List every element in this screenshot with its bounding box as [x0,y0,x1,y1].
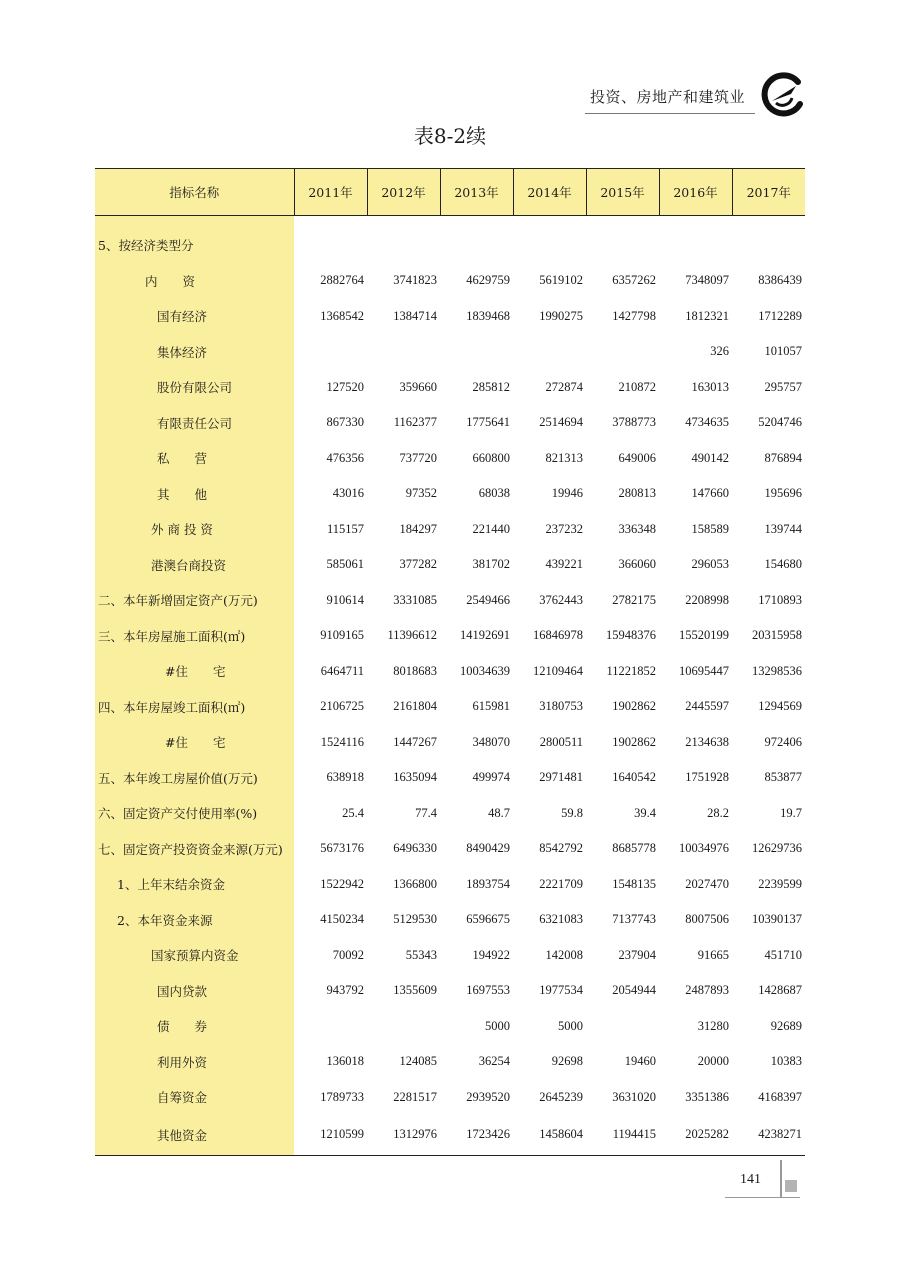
table-cell: 377282 [399,557,437,572]
table-cell: 15520199 [679,628,729,643]
table-cell: 943792 [326,983,364,998]
table-cell: 2208998 [685,592,729,607]
table-title: 表8-2续 [413,124,487,148]
table-cell: 2281517 [393,1089,437,1104]
row-label: 港澳台商投资 [95,547,294,583]
row-label: 七、固定资产投资资金来源(万元) [95,831,294,867]
table-cell: 12109464 [533,663,583,678]
table-row [95,334,805,370]
row-label: 外 商 投 资 [95,512,294,548]
table-row [95,1115,805,1155]
table-cell: 1977534 [539,983,583,998]
table-cell: 14192691 [460,628,510,643]
table-cell: 2549466 [466,592,510,607]
table-row [95,867,805,903]
table-cell: 876894 [764,450,802,465]
table-cell: 1194415 [586,1115,659,1155]
table-cell: 5000 [558,1018,583,1033]
column-header-year: 2011年 [294,169,367,216]
table-cell [732,228,805,264]
data-table-container [95,168,805,1156]
table-cell: 2054944 [612,983,656,998]
table-cell: 2239599 [758,876,802,891]
page-corner-marker [785,1180,797,1192]
row-label: 利用外资 [95,1044,294,1080]
table-cell: 972406 [764,734,802,749]
table-cell: 194922 [472,947,510,962]
row-label: 1、上年末结余资金 [95,867,294,903]
table-cell: 1162377 [393,415,437,430]
table-cell: 10034639 [460,663,510,678]
table-row [95,1080,805,1116]
table-row [95,370,805,406]
table-cell: 8386439 [758,273,802,288]
table-cell: 2645239 [539,1089,583,1104]
table-cell: 1697553 [466,983,510,998]
table-cell: 142008 [545,947,583,962]
table-cell: 4150234 [320,912,364,927]
table-cell: 2800511 [539,734,583,749]
table-cell: 1447267 [393,734,437,749]
table-cell [513,228,586,264]
table-header-row [95,169,805,216]
table-cell: 91665 [697,947,729,962]
table-cell: 2445597 [685,699,729,714]
table-cell: 10034976 [679,841,729,856]
table-row [95,547,805,583]
table-cell: 585061 [326,557,364,572]
table-row [95,263,805,299]
table-cell: 1635094 [393,770,437,785]
page-number-baseline [725,1197,800,1198]
table-cell: 68038 [478,486,510,501]
table-cell: 11396612 [387,628,437,643]
table-cell: 10695447 [679,663,729,678]
table-cell: 16846978 [533,628,583,643]
table-cell: 348070 [472,734,510,749]
row-label: #住 宅 [95,654,294,690]
table-cell: 1458604 [513,1115,586,1155]
table-cell: 25.4 [342,805,364,820]
table-cell: 910614 [326,592,364,607]
table-cell: 124085 [399,1054,437,1069]
row-label: 私 营 [95,441,294,477]
table-cell: 210872 [618,379,656,394]
row-label: 其 他 [95,476,294,512]
table-row [95,512,805,548]
table-cell: 4734635 [685,415,729,430]
table-cell: 13298536 [752,663,802,678]
table-cell: 1368542 [320,308,364,323]
row-label: 内 资 [95,263,294,299]
table-cell [586,334,659,370]
table-cell: 3351386 [685,1089,729,1104]
table-row [95,299,805,335]
table-cell: 1312976 [367,1115,440,1155]
table-row [95,583,805,619]
row-label: #住 宅 [95,725,294,761]
table-cell: 7348097 [685,273,729,288]
table-cell: 1210599 [294,1115,367,1155]
table-cell: 296053 [691,557,729,572]
table-cell: 1294569 [758,699,802,714]
row-label: 自筹资金 [95,1080,294,1116]
table-cell: 48.7 [488,805,510,820]
table-row [95,760,805,796]
table-cell: 2782175 [612,592,656,607]
table-cell: 366060 [618,557,656,572]
table-cell [659,228,732,264]
table-cell: 7137743 [612,912,656,927]
table-cell: 1712289 [758,308,802,323]
table-cell: 5000 [485,1018,510,1033]
table-cell: 6321083 [539,912,583,927]
table-cell: 737720 [399,450,437,465]
table-cell [294,228,367,264]
column-header-year: 2016年 [659,169,732,216]
table-cell: 1710893 [758,592,802,607]
table-cell: 2939520 [466,1089,510,1104]
row-label: 三、本年房屋施工面积(㎡) [95,618,294,654]
table-cell: 2134638 [685,734,729,749]
table-cell [367,1009,440,1045]
table-cell: 237904 [618,947,656,962]
table-cell: 439221 [545,557,583,572]
column-header-name: 指标名称 [95,169,294,216]
table-row [95,796,805,832]
row-label: 国家预算内资金 [95,938,294,974]
table-cell: 1427798 [612,308,656,323]
table-cell: 1524116 [320,734,364,749]
table-cell: 8542792 [539,841,583,856]
table-cell: 20000 [697,1054,729,1069]
row-label: 六、固定资产交付使用率(%) [95,796,294,832]
table-row [95,441,805,477]
table-cell: 1723426 [440,1115,513,1155]
table-cell: 490142 [691,450,729,465]
table-cell: 660800 [472,450,510,465]
table-cell: 1812321 [685,308,729,323]
header-rule [585,113,755,114]
section-title: 投资、房地产和建筑业 [590,88,746,106]
table-cell: 237232 [545,521,583,536]
page-number: 141 [740,1172,761,1187]
table-cell: 20315958 [752,628,802,643]
table-cell: 8007506 [685,912,729,927]
row-label: 其他资金 [95,1115,294,1155]
table-cell: 158589 [691,521,729,536]
column-header-year: 2015年 [586,169,659,216]
page-number-rule [780,1160,782,1198]
table-cell: 19460 [624,1054,656,1069]
table-cell: 476356 [326,450,364,465]
table-cell: 36254 [478,1054,510,1069]
table-cell: 853877 [764,770,802,785]
table-cell: 9109165 [320,628,364,643]
table-cell: 3741823 [393,273,437,288]
column-header-year: 2014年 [513,169,586,216]
table-cell: 638918 [326,770,364,785]
table-cell: 127520 [326,379,364,394]
table-cell: 280813 [618,486,656,501]
row-label: 二、本年新增固定资产(万元) [95,583,294,619]
table-cell: 10390137 [752,912,802,927]
table-cell: 92689 [770,1018,802,1033]
table-cell [440,228,513,264]
row-label: 5、按经济类型分 [95,228,294,264]
table-cell: 1355609 [393,983,437,998]
table-cell: 221440 [472,521,510,536]
table-row [95,902,805,938]
table-cell: 2971481 [539,770,583,785]
column-header-year: 2017年 [732,169,805,216]
table-cell: 5673176 [320,841,364,856]
table-cell: 867330 [326,415,364,430]
table-cell: 499974 [472,770,510,785]
table-cell: 1789733 [320,1089,364,1104]
row-label: 四、本年房屋竣工面积(㎡) [95,689,294,725]
table-cell: 3788773 [612,415,656,430]
table-cell: 184297 [399,521,437,536]
row-label: 有限责任公司 [95,405,294,441]
table-cell: 1522942 [320,876,364,891]
table-cell: 1990275 [539,308,583,323]
table-cell: 451710 [764,947,802,962]
row-label: 集体经济 [95,334,294,370]
table-cell: 821313 [545,450,583,465]
table-row [95,725,805,761]
table-cell: 2487893 [685,983,729,998]
table-cell: 154680 [764,557,802,572]
table-cell: 1902862 [612,699,656,714]
table-row [95,654,805,690]
table-cell: 2025282 [659,1115,732,1155]
table-cell: 6464711 [320,663,364,678]
table-cell: 115157 [326,521,364,536]
table-cell: 6357262 [612,273,656,288]
table-cell: 359660 [399,379,437,394]
table-cell: 615981 [472,699,510,714]
table-cell: 2514694 [539,415,583,430]
column-header-year: 2012年 [367,169,440,216]
table-cell: 5129530 [393,912,437,927]
table-cell: 8490429 [466,841,510,856]
table-cell: 4238271 [732,1115,805,1155]
table-cell: 295757 [764,379,802,394]
table-cell: 11221852 [606,663,656,678]
table-cell: 19946 [551,486,583,501]
table-cell: 1428687 [758,983,802,998]
table-cell: 59.8 [561,805,583,820]
table-row [95,1009,805,1045]
table-cell: 2106725 [320,699,364,714]
table-cell: 39.4 [634,805,656,820]
table-cell: 5204746 [758,415,802,430]
table-cell: 3331085 [393,592,437,607]
table-cell [586,1009,659,1045]
table-cell: 31280 [697,1018,729,1033]
table-cell: 6496330 [393,841,437,856]
table-cell: 4168397 [758,1089,802,1104]
stats-logo-icon [758,72,804,118]
row-label: 股份有限公司 [95,370,294,406]
column-header-year: 2013年 [440,169,513,216]
table-row [95,689,805,725]
table-cell: 92698 [551,1054,583,1069]
row-label: 国内贷款 [95,973,294,1009]
table-cell [440,334,513,370]
table-cell: 3762443 [539,592,583,607]
table-cell: 28.2 [707,805,729,820]
table-cell: 1548135 [612,876,656,891]
table-cell [367,334,440,370]
table-row [95,938,805,974]
row-label: 五、本年竣工房屋价值(万元) [95,760,294,796]
table-cell: 649006 [618,450,656,465]
table-cell: 101057 [764,344,802,359]
table-cell: 2161804 [393,699,437,714]
row-label: 国有经济 [95,299,294,335]
table-cell: 8685778 [612,841,656,856]
table-cell: 5619102 [539,273,583,288]
table-cell: 77.4 [415,805,437,820]
table-cell: 1640542 [612,770,656,785]
table-row [95,228,805,264]
table-cell: 2221709 [539,876,583,891]
table-cell: 19.7 [780,805,802,820]
table-cell: 2027470 [685,876,729,891]
table-cell: 136018 [326,1054,364,1069]
table-cell: 285812 [472,379,510,394]
table-row [95,405,805,441]
table-cell: 15948376 [606,628,656,643]
table-cell: 4629759 [466,273,510,288]
table-row [95,476,805,512]
table-cell: 97352 [405,486,437,501]
table-row [95,1044,805,1080]
table-cell: 195696 [764,486,802,501]
table-cell [586,228,659,264]
table-cell: 12629736 [752,841,802,856]
table-cell: 1384714 [393,308,437,323]
table-cell: 2882764 [320,273,364,288]
table-cell [367,228,440,264]
table-cell: 70092 [332,947,364,962]
table-cell: 8018683 [393,663,437,678]
table-cell: 6596675 [466,912,510,927]
table-cell: 1902862 [612,734,656,749]
table-cell: 55343 [405,947,437,962]
table-cell: 10383 [770,1054,802,1069]
row-label: 2、本年资金来源 [95,902,294,938]
table-cell [294,334,367,370]
table-row [95,831,805,867]
data-table [95,168,805,1156]
table-cell: 336348 [618,521,656,536]
table-cell: 272874 [545,379,583,394]
table-cell: 147660 [691,486,729,501]
table-cell: 43016 [332,486,364,501]
table-cell: 139744 [764,521,802,536]
table-cell [513,334,586,370]
table-cell: 381702 [472,557,510,572]
table-cell: 326 [710,344,729,359]
table-cell: 1366800 [393,876,437,891]
row-label: 债 券 [95,1009,294,1045]
table-cell: 1839468 [466,308,510,323]
table-cell [294,1009,367,1045]
table-cell: 3631020 [612,1089,656,1104]
table-row [95,618,805,654]
table-cell: 163013 [691,379,729,394]
table-cell: 3180753 [539,699,583,714]
table-cell: 1775641 [466,415,510,430]
table-cell: 1751928 [685,770,729,785]
table-cell: 1893754 [466,876,510,891]
table-row [95,973,805,1009]
